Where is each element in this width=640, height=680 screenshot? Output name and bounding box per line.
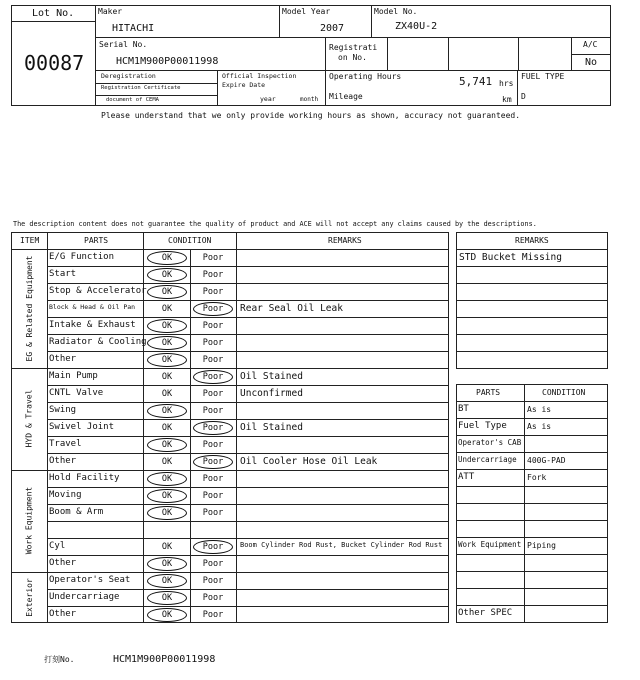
disclaimer-text: The description content does not guarantee the quality of product and ACE will not accept any claims caused by the descriptions.	[13, 220, 537, 228]
condition-poor: Poor	[202, 440, 224, 450]
table-row-remark: Oil Stained	[240, 422, 303, 433]
right-parts-row-part: BT	[458, 404, 469, 414]
condition-ok: OK	[161, 389, 173, 399]
table-row-part: Intake & Exhaust	[49, 320, 136, 330]
condition-poor: Poor	[202, 491, 224, 501]
hrs-unit: hrs	[499, 79, 514, 88]
footer-serial: HCM1M900P00011998	[113, 654, 216, 665]
condition-poor: Poor	[202, 253, 224, 263]
item-group-label: HYD & Travel	[24, 389, 34, 448]
reg-cert-label: Registration Certificate	[101, 85, 181, 91]
condition-poor-selected: Poor	[193, 421, 233, 435]
item-group-label: EG & Related Equipment	[24, 255, 34, 361]
condition-poor: Poor	[202, 270, 224, 280]
model-no-label: Model No.	[374, 7, 418, 16]
condition-poor-selected: Poor	[193, 302, 233, 316]
right-parts-row-part: Fuel Type	[458, 421, 507, 431]
condition-poor: Poor	[202, 355, 224, 365]
table-row-part: Undercarriage	[49, 592, 120, 602]
condition-ok-selected: OK	[147, 285, 187, 299]
model-year-value: 2007	[320, 23, 345, 34]
serial-label: Serial No.	[99, 40, 148, 49]
table-row-part: Radiator & Cooling	[49, 337, 147, 347]
lot-number: 00087	[24, 51, 85, 75]
condition-ok-selected: OK	[147, 404, 187, 418]
condition-ok: OK	[161, 457, 173, 467]
right-parts-row-part: Work Equipment	[458, 540, 522, 549]
condition-poor: Poor	[202, 559, 224, 569]
condition-ok-selected: OK	[147, 591, 187, 605]
maker-value: HITACHI	[112, 23, 155, 34]
col-item: ITEM	[20, 236, 40, 245]
item-group-label: Exterior	[24, 577, 34, 617]
col-parts: PARTS	[84, 236, 109, 245]
notice-text: Please understand that we only provide working hours as shown, accuracy not guaranteed.	[101, 111, 521, 120]
right-parts-row-part: Undercarriage	[458, 455, 517, 464]
registration-label: Registrati	[329, 43, 378, 52]
condition-ok: OK	[161, 304, 173, 314]
condition-ok-selected: OK	[147, 506, 187, 520]
condition-ok: OK	[161, 372, 173, 382]
ac-value: No	[585, 57, 598, 68]
condition-ok-selected: OK	[147, 557, 187, 571]
model-year-label: Model Year	[282, 7, 331, 16]
right-parts-row-part: ATT	[458, 472, 475, 482]
table-row-remark: Oil Cooler Hose Oil Leak	[240, 456, 378, 467]
mileage-label: Mileage	[329, 92, 363, 101]
table-row-part: Other	[49, 609, 77, 619]
right-parts-row-condition: As is	[527, 405, 552, 414]
right-remark-line: STD Bucket Missing	[459, 252, 562, 263]
fuel-type-label: FUEL TYPE	[521, 72, 565, 81]
condition-ok: OK	[161, 423, 173, 433]
month-label: month	[300, 96, 319, 103]
condition-poor: Poor	[202, 474, 224, 484]
item-group-label: Work Equipment	[24, 486, 34, 555]
condition-poor: Poor	[202, 576, 224, 586]
table-row-part: Other	[49, 558, 77, 568]
table-row-part: Swivel Joint	[49, 422, 115, 432]
table-row-part: E/G Function	[49, 252, 115, 262]
table-row-part: Cyl	[49, 541, 66, 551]
condition-ok-selected: OK	[147, 574, 187, 588]
condition-ok-selected: OK	[147, 489, 187, 503]
condition-poor: Poor	[202, 593, 224, 603]
table-row-part: CNTL Valve	[49, 388, 104, 398]
table-row-part: Other	[49, 354, 77, 364]
condition-poor: Poor	[202, 508, 224, 518]
ac-label: A/C	[583, 40, 598, 49]
table-row-part: Swing	[49, 405, 77, 415]
condition-poor: Poor	[202, 389, 224, 399]
col-remarks: REMARKS	[328, 236, 362, 245]
condition-ok: OK	[161, 542, 173, 552]
right-parts-row-condition: Fork	[527, 473, 547, 482]
model-no-value: ZX40U-2	[395, 21, 438, 32]
lot-label: Lot No.	[32, 8, 75, 19]
table-row-part: Other	[49, 456, 77, 466]
condition-ok-selected: OK	[147, 268, 187, 282]
table-row-part: Operator's Seat	[49, 575, 131, 585]
fuel-type-value: D	[521, 92, 526, 101]
right-remarks-title: REMARKS	[515, 236, 549, 245]
condition-poor: Poor	[202, 338, 224, 348]
inspection-label: Official Inspection	[222, 72, 297, 80]
condition-poor: Poor	[202, 287, 224, 297]
condition-poor: Poor	[202, 406, 224, 416]
deregistration-label: Deregistration	[101, 72, 156, 80]
table-row-part: Boom & Arm	[49, 507, 104, 517]
condition-ok-selected: OK	[147, 608, 187, 622]
condition-ok-selected: OK	[147, 336, 187, 350]
right-parts-row-part: Other SPEC	[458, 608, 513, 618]
table-row-remark: Rear Seal Oil Leak	[240, 303, 343, 314]
right-col-parts: PARTS	[476, 388, 501, 397]
table-row-remark: Unconfirmed	[240, 388, 303, 399]
col-condition: CONDITION	[168, 236, 212, 245]
condition-ok-selected: OK	[147, 353, 187, 367]
registration-label-2: on No.	[338, 53, 367, 62]
right-parts-row-condition: 400G-PAD	[527, 456, 566, 465]
right-col-condition: CONDITION	[542, 388, 586, 397]
condition-poor-selected: Poor	[193, 455, 233, 469]
table-row-part: Hold Facility	[49, 473, 120, 483]
table-row-remark: Oil Stained	[240, 371, 303, 382]
maker-label: Maker	[98, 7, 123, 16]
condition-poor: Poor	[202, 610, 224, 620]
table-row-part: Travel	[49, 439, 82, 449]
year-label: year	[260, 95, 276, 103]
table-row-part: Main Pump	[49, 371, 98, 381]
operating-hours-label: Operating Hours	[329, 72, 402, 81]
condition-ok-selected: OK	[147, 319, 187, 333]
condition-poor: Poor	[202, 321, 224, 331]
right-parts-row-part: Operator's CAB	[458, 438, 522, 447]
serial-value: HCM1M900P00011998	[116, 56, 219, 67]
condition-poor-selected: Poor	[193, 540, 233, 554]
table-row-part: Moving	[49, 490, 82, 500]
km-unit: km	[502, 95, 512, 104]
cema-label: document of CEMA	[106, 97, 159, 103]
condition-ok-selected: OK	[147, 472, 187, 486]
table-row-part: Block & Head & Oil Pan	[49, 303, 136, 311]
condition-poor-selected: Poor	[193, 370, 233, 384]
table-row-part: Start	[49, 269, 77, 279]
condition-ok-selected: OK	[147, 438, 187, 452]
footer-label: 打刻No.	[44, 655, 75, 664]
right-parts-row-condition: As is	[527, 422, 552, 431]
inspection-label-2: Expire Date	[222, 81, 266, 89]
condition-ok-selected: OK	[147, 251, 187, 265]
hours-value: 5,741	[459, 75, 493, 88]
table-row-remark: Boom Cylinder Rod Rust, Bucket Cylinder Rod Rust	[240, 541, 443, 549]
right-parts-row-condition: Piping	[527, 541, 556, 550]
table-row-part: Stop & Accelerator	[49, 286, 147, 296]
